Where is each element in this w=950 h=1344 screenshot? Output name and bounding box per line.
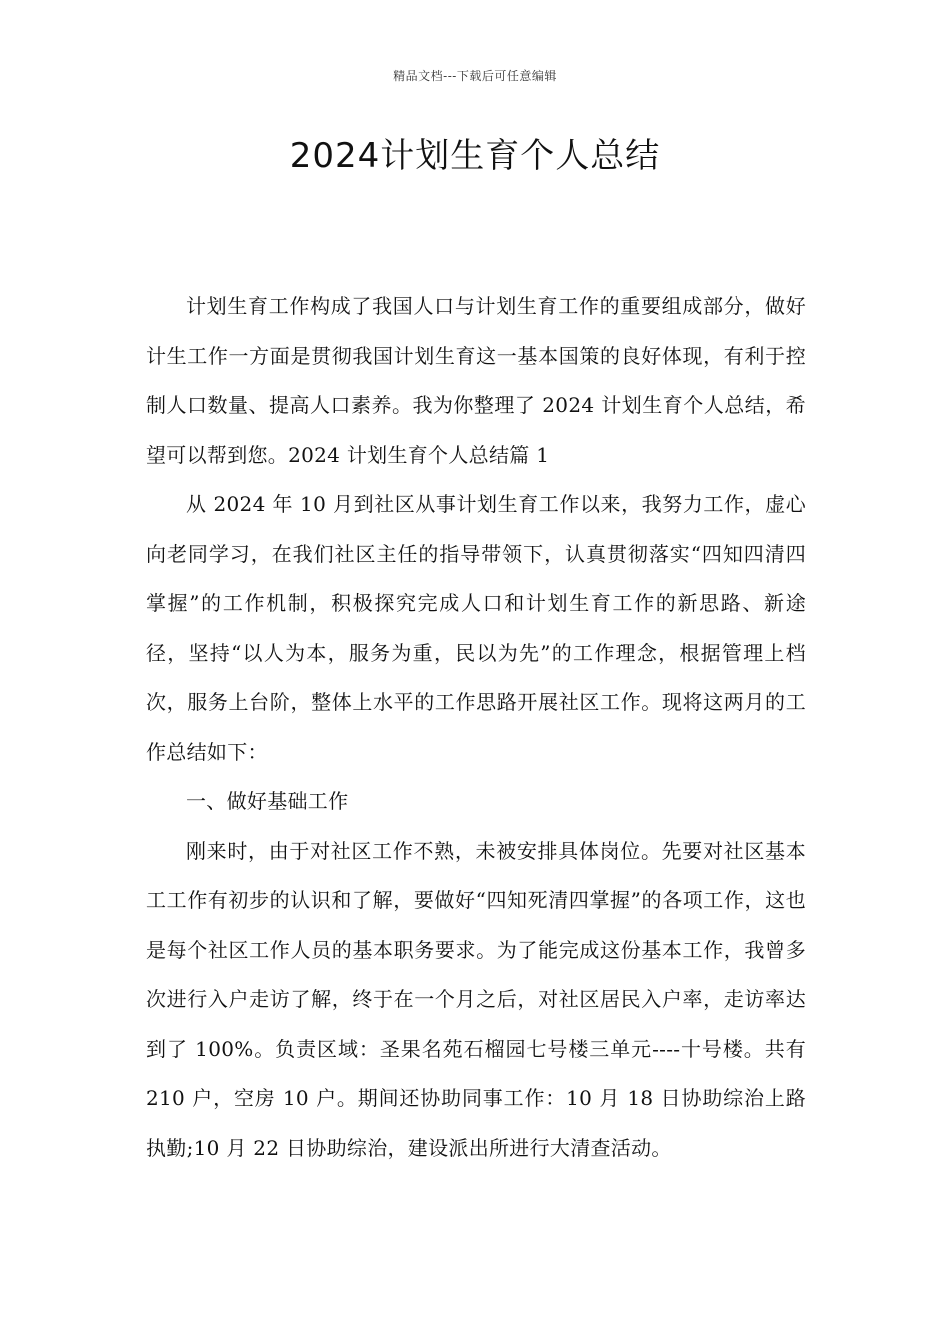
document-body <box>146 282 806 1173</box>
paragraph-intro: 计划生育工作构成了我国人口与计划生育工作的重要组成部分，做好计生工作一方面是贯彻我国计划生育这一基本国策的良好体现，有利于控制人口数量、提高人口素养。我为你整理了 2024 计划生育个人总结，希望可以帮到您。2024 计划生育个人总结篇 1 <box>146 294 806 467</box>
paragraph-overview: 从 2024 年 10 月到社区从事计划生育工作以来，我努力工作，虚心向老同学习，在我们社区主任的指导带领下，认真贯彻落实“四知四清四掌握”的工作机制，积极探究完成人口和计划生育工作的新思路、新途径，坚持“以人为本，服务为重，民以为先”的工作理念，根据管理上档次，服务上台阶，整体上水平的工作思路开展社区工作。现将这两月的工作总结如下： <box>146 492 806 764</box>
header-note: 精品文档---下载后可任意编辑 <box>393 69 557 83</box>
section-heading: 一、做好基础工作 <box>186 789 349 813</box>
document-title: 2024计划生育个人总结 <box>289 136 661 176</box>
paragraph-basic-work: 刚来时，由于对社区工作不熟，未被安排具体岗位。先要对社区基本工工作有初步的认识和了解，要做好“四知死清四掌握”的各项工作，这也是每个社区工作人员的基本职务要求。为了能完成这份基本工作，我曾多次进行入户走访了解，终于在一个月之后，对社区居民入户率，走访率达到了 100%。负责区域：圣果名苑石榴园七号楼三单元----十号楼。共有 210 户，空房 10 户。期间还协助同事工作：10 月 18 日协助综治上路执勤;10 月 22 日协助综治，建设派出所进行大清查活动。 <box>146 838 806 1160</box>
